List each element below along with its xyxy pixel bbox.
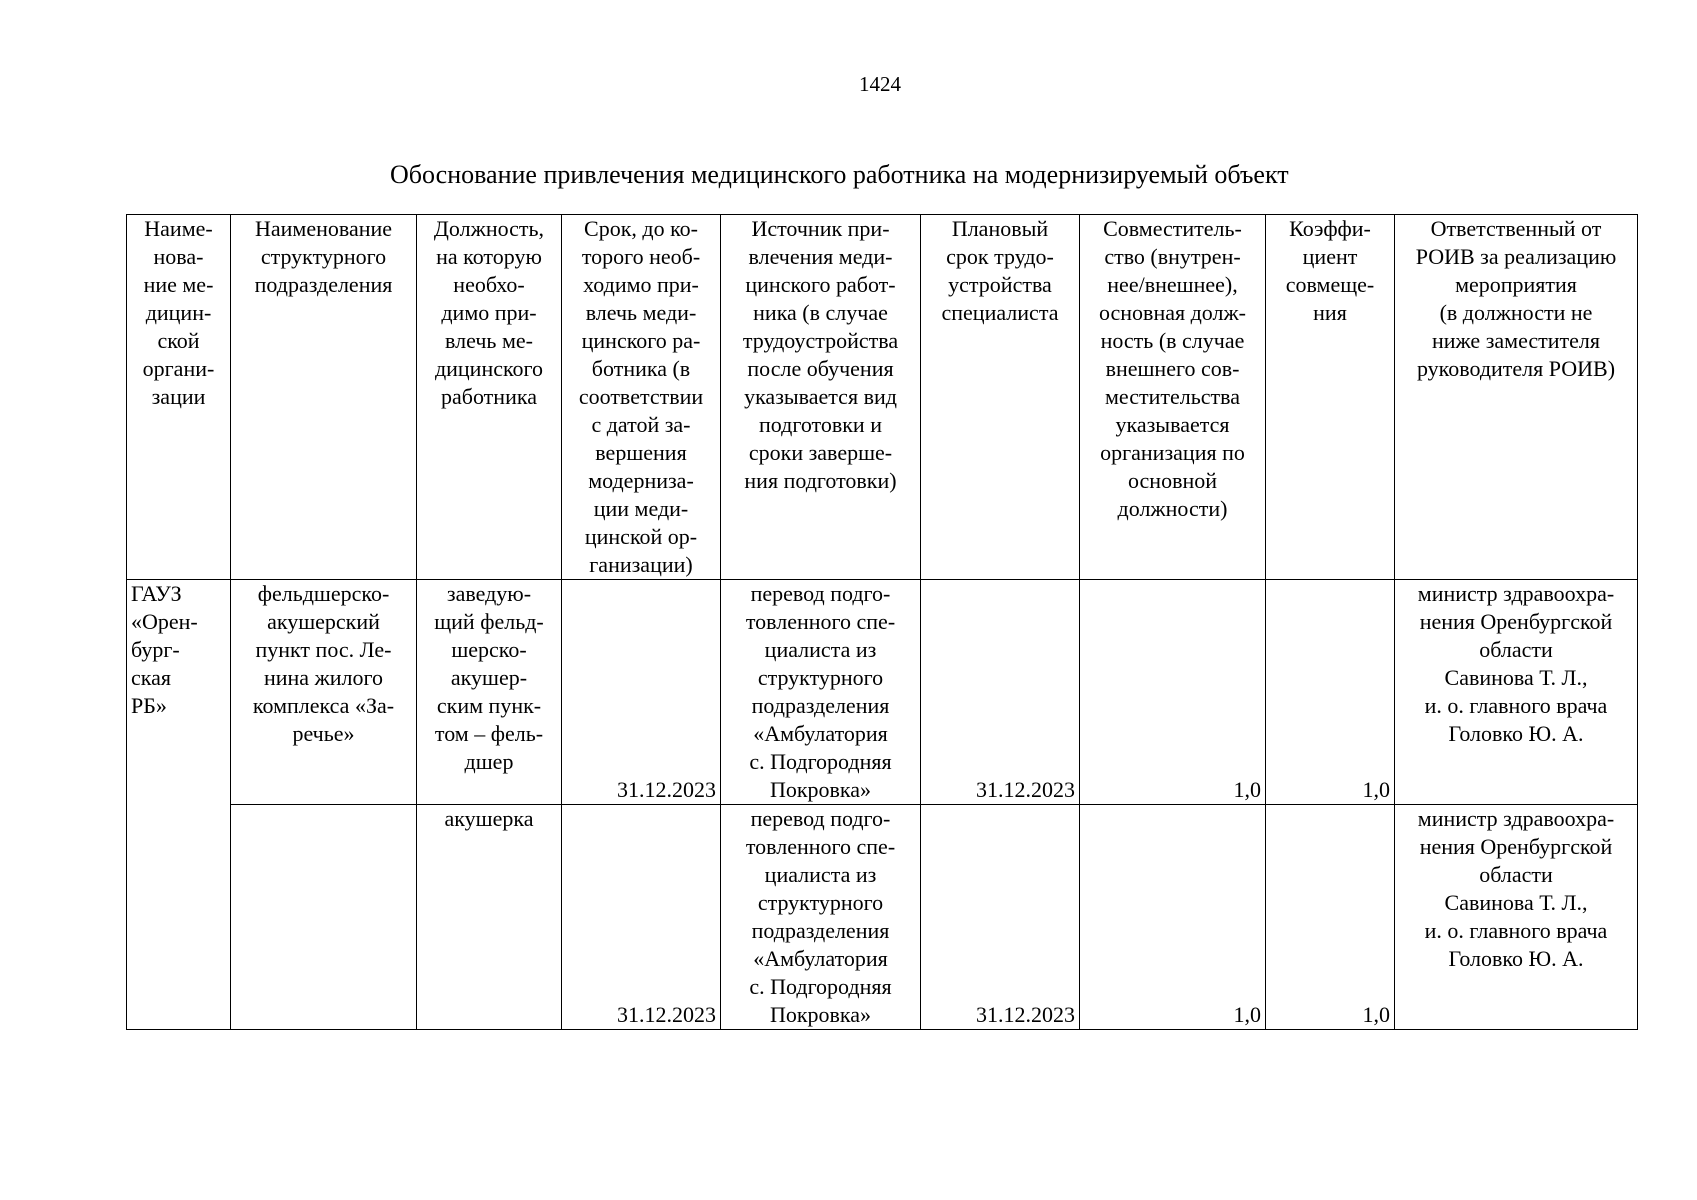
cell-combination: 1,0 [1080,805,1266,1030]
header-planned-date: Плановый срок трудо- устройства специалиста [921,215,1080,580]
cell-planned-date: 31.12.2023 [921,805,1080,1030]
table-header-row [127,215,1638,580]
cell-position: заведую- щий фельд- шерско- акушер- ским пунк- том – фель- дшер [417,580,562,805]
cell-planned-date: 31.12.2023 [921,580,1080,805]
cell-coefficient: 1,0 [1266,580,1395,805]
header-organization: Наиме- нова- ние ме- дицин- ской органи- зации [127,215,231,580]
cell-position: акушерка [417,805,562,1030]
cell-subdivision [231,805,417,1030]
table-row [127,805,1638,1030]
cell-deadline: 31.12.2023 [562,580,721,805]
cell-organization [127,805,231,1030]
page-number: 1424 [859,72,901,96]
cell-deadline: 31.12.2023 [562,805,721,1030]
header-responsible: Ответственный от РОИВ за реализацию мероприятия (в должности не ниже заместителя руководителя РОИВ) [1395,215,1638,580]
header-subdivision: Наименование структурного подразделения [231,215,417,580]
table-row [127,580,1638,805]
header-source: Источник при- влечения меди- цинского работ- ника (в случае трудоустройства после обучения указывается вид подготовки и сроки заверше- ния подготовки) [721,215,921,580]
cell-source: перевод подго- товленного спе- циалиста из структурного подразделения «Амбулатория с. Подгородняя Покровка» [721,805,921,1030]
cell-responsible: министр здравоохра- нения Оренбургской области Савинова Т. Л., и. о. главного врача Головко Ю. А. [1395,805,1638,1030]
header-deadline: Срок, до ко- торого необ- ходимо при- влечь меди- цинского ра- ботника (в соответствии с датой за- вершения модерниза- ции меди- цинской ор- ганизации) [562,215,721,580]
cell-responsible: министр здравоохра- нения Оренбургской области Савинова Т. Л., и. о. главного врача Головко Ю. А. [1395,580,1638,805]
cell-source: перевод подго- товленного спе- циалиста из структурного подразделения «Амбулатория с. Подгородняя Покровка» [721,580,921,805]
header-coefficient: Коэффи- циент совмеще- ния [1266,215,1395,580]
cell-coefficient: 1,0 [1266,805,1395,1030]
document-title: Обоснование привлечения медицинского работника на модернизируемый объект [390,160,1289,189]
cell-combination: 1,0 [1080,580,1266,805]
header-position: Должность, на которую необхо- димо при- влечь ме- дицинского работника [417,215,562,580]
header-combination: Совместитель- ство (внутрен- нее/внешнее), основная долж- ность (в случае внешнего сов- местительства указывается организация по основной должности) [1080,215,1266,580]
cell-subdivision: фельдшерско- акушерский пункт пос. Ле- нина жилого комплекса «За- речье» [231,580,417,805]
cell-organization: ГАУЗ «Орен- бург- ская РБ» [127,580,231,805]
justification-table [126,214,1638,1030]
